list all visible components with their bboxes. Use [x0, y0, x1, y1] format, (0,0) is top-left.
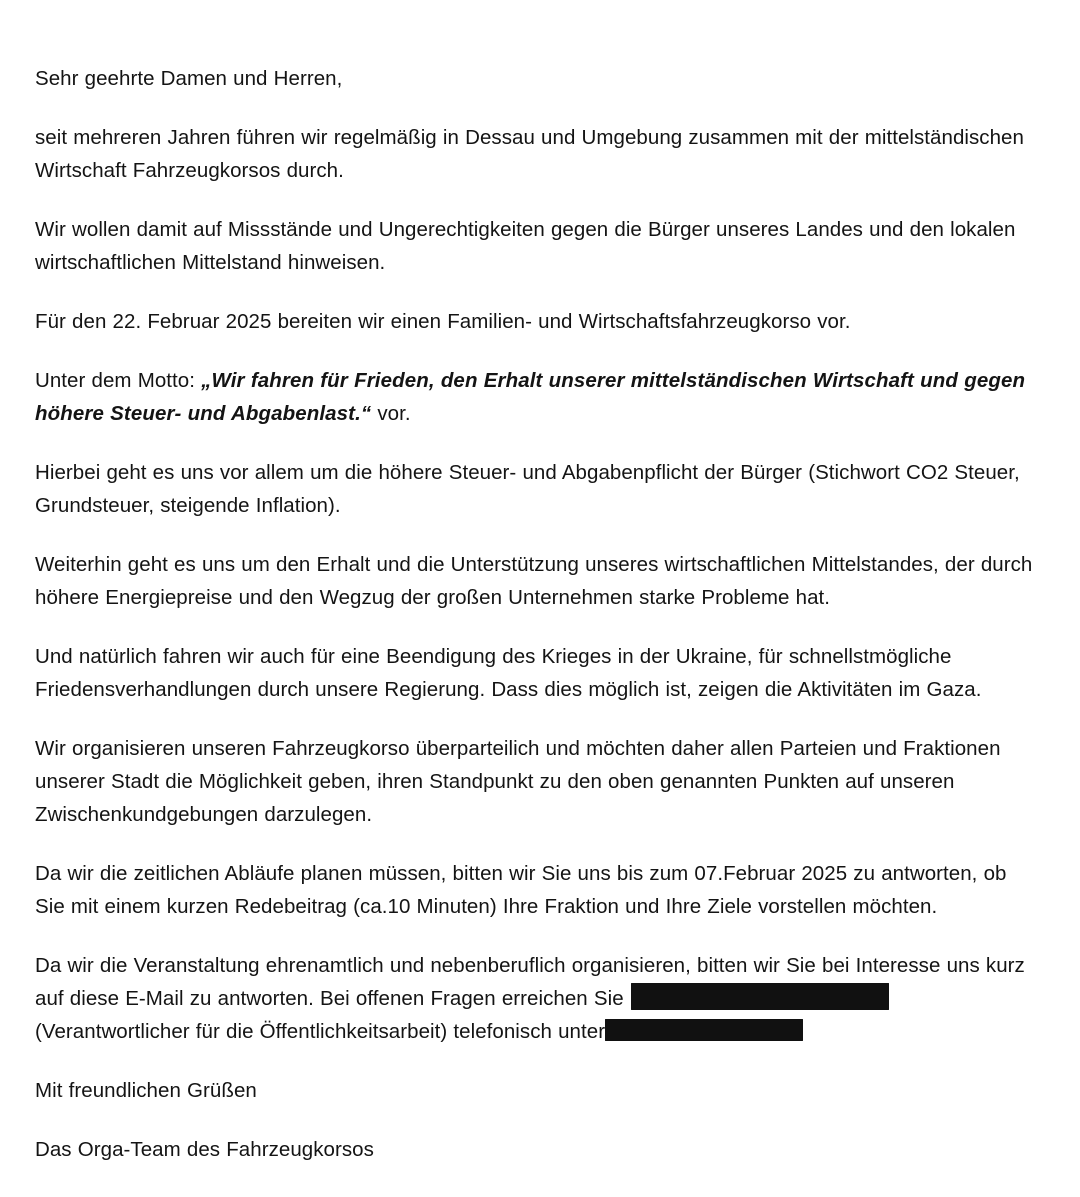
paragraph-nonpartisan: Wir organisieren unseren Fahrzeugkorso überparteilich und möchten daher allen Parteien und Fraktionen unserer Stadt die Möglichkeit geben, ihren Standpunkt zu den oben genannten Punkten auf unseren Zwischenkundgebungen darzulegen. [35, 737, 1001, 826]
paragraph-date-announcement: Für den 22. Februar 2025 bereiten wir einen Familien- und Wirtschaftsfahrzeugkorso vor. [35, 310, 851, 333]
paragraph-purpose: Wir wollen damit auf Missstände und Ungerechtigkeiten gegen die Bürger unseres Landes und den lokalen wirtschaftlichen Mittelstand hinweisen. [35, 218, 1016, 274]
contact-text-segment-2: (Verantwortlicher für die Öffentlichkeitsarbeit) telefonisch unter [35, 1020, 606, 1043]
paragraph-intro: seit mehreren Jahren führen wir regelmäßig in Dessau und Umgebung zusammen mit der mittelständischen Wirtschaft Fahrzeugkorsos durch. [35, 126, 1024, 182]
letter-body [35, 62, 1040, 1166]
paragraph-motto [35, 364, 1040, 430]
signature-line: Das Orga-Team des Fahrzeugkorsos [35, 1138, 374, 1161]
paragraph-deadline: Da wir die zeitlichen Abläufe planen müssen, bitten wir Sie uns bis zum 07.Februar 2025 zu antworten, ob Sie mit einem kurzen Redebeitrag (ca.10 Minuten) Ihre Fraktion und Ihre Ziele vorstellen möchten. [35, 862, 1007, 918]
paragraph-ukraine: Und natürlich fahren wir auch für eine Beendigung des Krieges in der Ukraine, für schnellstmögliche Friedensverhandlungen durch unsere Regierung. Dass dies möglich ist, zeigen die Aktivitäten im Gaza. [35, 645, 982, 701]
contact-text-segment-1: Da wir die Veranstaltung ehrenamtlich und nebenberuflich organisieren, bitten wir Sie bei Interesse uns kurz auf diese E-Mail zu antworten. Bei offenen Fragen erreichen Sie [35, 954, 1025, 1010]
redacted-contact-name [631, 983, 889, 1010]
paragraph-contact [35, 949, 1040, 1048]
paragraph-mittelstand: Weiterhin geht es uns um den Erhalt und die Unterstützung unseres wirtschaftlichen Mittelstandes, der durch höhere Energiepreise und den Wegzug der großen Unternehmen starke Probleme hat. [35, 553, 1033, 609]
redacted-phone-number [605, 1019, 803, 1041]
closing-greeting: Mit freundlichen Grüßen [35, 1079, 257, 1102]
salutation: Sehr geehrte Damen und Herren, [35, 67, 343, 90]
motto-quote: „Wir fahren für Frieden, den Erhalt unserer mittelständischen Wirtschaft und gegen höhere Steuer- und Abgabenlast.“ [35, 369, 1026, 425]
paragraph-taxes: Hierbei geht es uns vor allem um die höhere Steuer- und Abgabenpflicht der Bürger (Stichwort CO2 Steuer, Grundsteuer, steigende Inflation). [35, 461, 1020, 517]
motto-lead-in: Unter dem Motto: [35, 369, 202, 392]
motto-tail: vor. [371, 402, 411, 425]
